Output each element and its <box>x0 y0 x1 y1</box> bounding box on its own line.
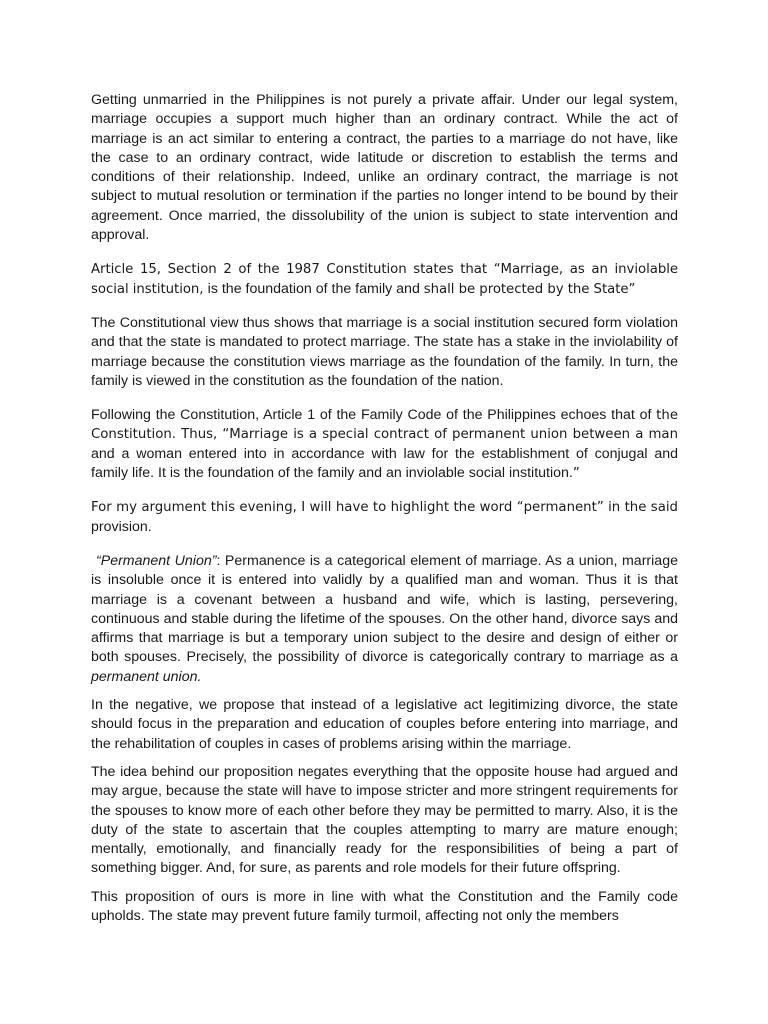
paragraph-argument <box>91 498 678 537</box>
family-code-quote-close: ” <box>572 466 580 482</box>
proposition-idea-text: The idea behind our proposition negates everything that the opposite house had argued and may argue, because the state will have to impose stricter and more stringent requirements for the spouses to know more of each other before they may be permitted to marry. Also, it is the duty of the state to ascertain that the couples attempting to marry are mature enough; mentally, emotionally, and financially ready for the responsibilities of being a part of something bigger. And, for sure, as parents and role models for their future offspring. <box>91 763 678 877</box>
permanent-union-emphasis: permanent union. <box>91 668 202 685</box>
paragraph-intro-text: Getting unmarried in the Philippines is not purely a private affair. Under our legal system, marriage occupies a support much higher than an ordinary contract. While the act of marriage is an act similar to entering a contract, the parties to a marriage do not have, like the case to an ordinary contract, wide latitude or discretion to establish the terms and conditions of their relationship. Indeed, unlike an ordinary contract, the marriage is not subject to mutual resolution or termination if the parties no longer intend to be bound by their agreement. Once married, the dissolubility of the union is subject to state intervention and approval. <box>91 92 678 244</box>
argument-tail: provision. <box>91 518 152 535</box>
article-15-quote-end: shall be protected by the State” <box>423 281 636 297</box>
family-code-quote-start: the Constitution. Thus, “Marriage is a special contract of permanent union between a man <box>91 408 678 443</box>
paragraph-proposition-idea <box>91 763 678 879</box>
permanent-union-heading: “Permanent Union” <box>96 552 217 569</box>
permanent-union-body: : Permanence is a categorical element of marriage. As a union, marriage is insoluble once it is entered into validly by a qualified man and woman. Thus it is that marriage is a covenant between a husband and wife, which is lasting, persevering, continuous and stable during the lifetime of the spouses. On the other hand, divorce says and affirms that marriage is but a temporary union subject to the desire and design of either or both spouses. Precisely, the possibility of divorce is categorically contrary to marriage as a <box>91 552 678 666</box>
article-15-quote-start: Article 15, Section 2 of the 1987 Constitution states that “Marriage, as an inviolable social institution, <box>91 262 678 297</box>
paragraph-constitutional-view <box>91 314 678 391</box>
paragraph-intro <box>91 91 678 245</box>
article-15-quote-middle: is the foundation of the family and <box>207 280 424 297</box>
family-code-intro: Following the Constitution, Article 1 of the Family Code of the Philippines echoes that of <box>91 407 657 424</box>
paragraph-negative-proposal <box>91 696 678 754</box>
paragraph-article-15 <box>91 260 678 299</box>
paragraph-family-code <box>91 406 678 483</box>
family-code-quote-body: and a woman entered into in accordance with law for the establishment of conjugal and family life. It is the foundation of the family and an inviolable social institution. <box>91 445 678 482</box>
paragraph-proposition-constitution <box>91 888 678 927</box>
document-body <box>91 91 678 935</box>
argument-text: For my argument this evening, I will have to highlight the word “permanent” in the said <box>91 500 678 516</box>
paragraph-constitutional-view-text: The Constitutional view thus shows that marriage is a social institution secured form violation and that the state is mandated to protect marriage. The state has a stake in the inviolability of marriage because the constitution views marriage as the foundation of the family. In turn, the family is viewed in the constitution as the foundation of the nation. <box>91 314 678 389</box>
paragraph-permanent-union <box>91 552 678 687</box>
negative-proposal-text: In the negative, we propose that instead of a legislative act legitimizing divorce, the state should focus in the preparation and education of couples before entering into marriage, and the rehabilitation of couples in cases of problems arising within the marriage. <box>91 697 678 752</box>
proposition-constitution-text: This proposition of ours is more in line with what the Constitution and the Family code upholds. The state may prevent future family turmoil, affecting not only the members <box>91 888 678 924</box>
